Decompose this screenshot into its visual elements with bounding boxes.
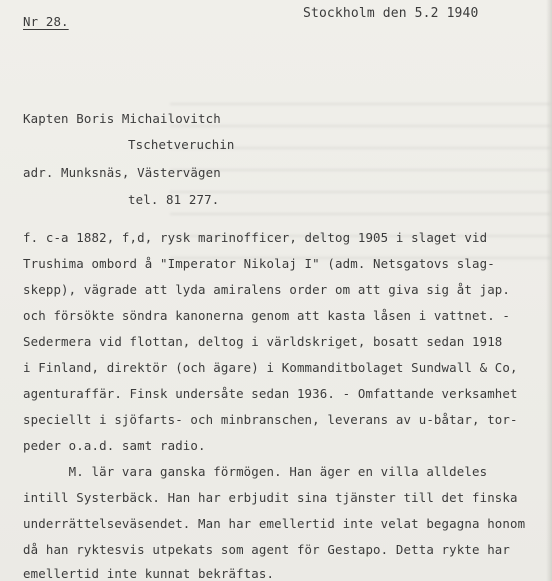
body-line: Trushima ombord å "Imperator Nikolaj I" (adm. Netsgatovs slag- — [23, 256, 495, 271]
body-line: underrättelseväsendet. Man har emellertid inte velat begagna honom — [23, 516, 526, 531]
body-line: emellertid inte kunnat bekräftas. — [23, 566, 275, 581]
body-line: f. c-a 1882, f,d, rysk marinofficer, deltog 1905 i slaget vid — [23, 230, 488, 245]
body-line: Sedermera vid flottan, deltog i världskriget, bosatt sedan 1918 — [23, 334, 503, 349]
address-line-name: Kapten Boris Michailovitch — [23, 111, 221, 126]
body-line: agenturaffär. Finsk undersåte sedan 1936. - Omfattande verksamhet — [23, 386, 518, 401]
document-number: Nr 28. — [23, 14, 69, 29]
body-line: intill Systerbäck. Han har erbjudit sina tjänster till det finska — [23, 490, 518, 505]
place-and-date: Stockholm den 5.2 1940 — [303, 6, 479, 21]
body-line: då han ryktesvis utpekats som agent för Gestapo. Detta rykte har — [23, 542, 511, 557]
body-line: skepp), vägrade att lyda amiralens order om att giva sig åt jap. — [23, 282, 511, 297]
body-line: peder o.a.d. samt radio. — [23, 438, 206, 453]
address-line-phone: tel. 81 277. — [128, 192, 220, 207]
paper-edge-shadow — [546, 0, 552, 581]
body-line: i Finland, direktör (och ägare) i Kommanditbolaget Sundwall & Co, — [23, 360, 518, 375]
body-line: M. lär vara ganska förmögen. Han äger en villa alldeles — [23, 464, 488, 479]
address-line-street: adr. Munksnäs, Västervägen — [23, 165, 221, 180]
body-line: speciellt i sjöfarts- och minbranschen, leverans av u-båtar, tor- — [23, 412, 518, 427]
body-line: och försökte söndra kanonerna genom att kasta låsen i vattnet. - — [23, 308, 511, 323]
address-line-surname: Tschetveruchin — [128, 137, 235, 152]
